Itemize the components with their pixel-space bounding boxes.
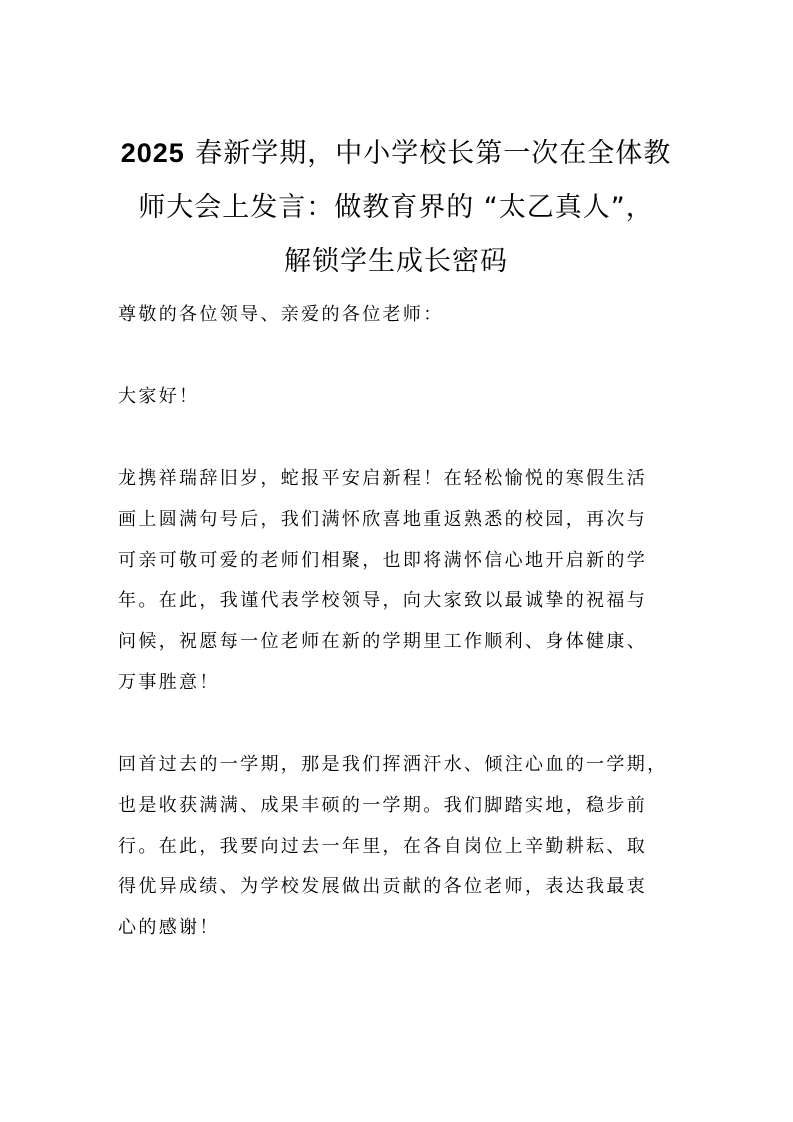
paragraph-line: 行。在此，我要向过去一年里，在各自岗位上辛勤耕耘、取 bbox=[118, 835, 648, 857]
greeting bbox=[118, 377, 683, 418]
paragraph-line: 龙携祥瑞辞旧岁，蛇报平安启新程！在轻松愉悦的寒假生活 bbox=[118, 468, 648, 489]
document-title bbox=[110, 126, 682, 289]
title-line-1-text: 春新学期，中小学校长第一次在全体教 bbox=[195, 138, 672, 169]
paragraph-line: 可亲可敬可爱的老师们相聚，也即将满怀信心地开启新的学 bbox=[118, 549, 648, 571]
paragraph-line: 也是收获满满、成果丰硕的一学期。我们脚踏实地，稳步前 bbox=[118, 794, 648, 816]
paragraph-1 bbox=[118, 459, 683, 704]
paragraph-line: 回首过去的一学期，那是我们挥洒汗水、倾注心血的一学期， bbox=[118, 754, 668, 775]
paragraph-line: 问候，祝愿每一位老师在新的学期里工作顺利、身体健康、 bbox=[118, 631, 648, 653]
salutation-text: 尊敬的各位领导、亲爱的各位老师： bbox=[118, 304, 444, 325]
greeting-text: 大家好！ bbox=[118, 386, 200, 407]
title-line-1 bbox=[110, 126, 682, 181]
paragraph-line: 心的感谢！ bbox=[118, 917, 220, 939]
title-line-2: 师大会上发言：做教育界的 “太乙真人”， bbox=[138, 192, 654, 223]
title-line-3: 解锁学生成长密码 bbox=[284, 246, 508, 277]
paragraph-line: 得优异成绩、为学校发展做出贡献的各位老师，表达我最衷 bbox=[118, 876, 648, 898]
title-year: 2025 bbox=[120, 138, 185, 168]
paragraph-line: 年。在此，我谨代表学校领导，向大家致以最诚挚的祝福与 bbox=[118, 590, 648, 612]
salutation bbox=[118, 295, 683, 336]
paragraph-line: 万事胜意！ bbox=[118, 671, 220, 693]
paragraph-line: 画上圆满句号后，我们满怀欣喜地重返熟悉的校园，再次与 bbox=[118, 508, 648, 530]
paragraph-2 bbox=[118, 745, 683, 949]
